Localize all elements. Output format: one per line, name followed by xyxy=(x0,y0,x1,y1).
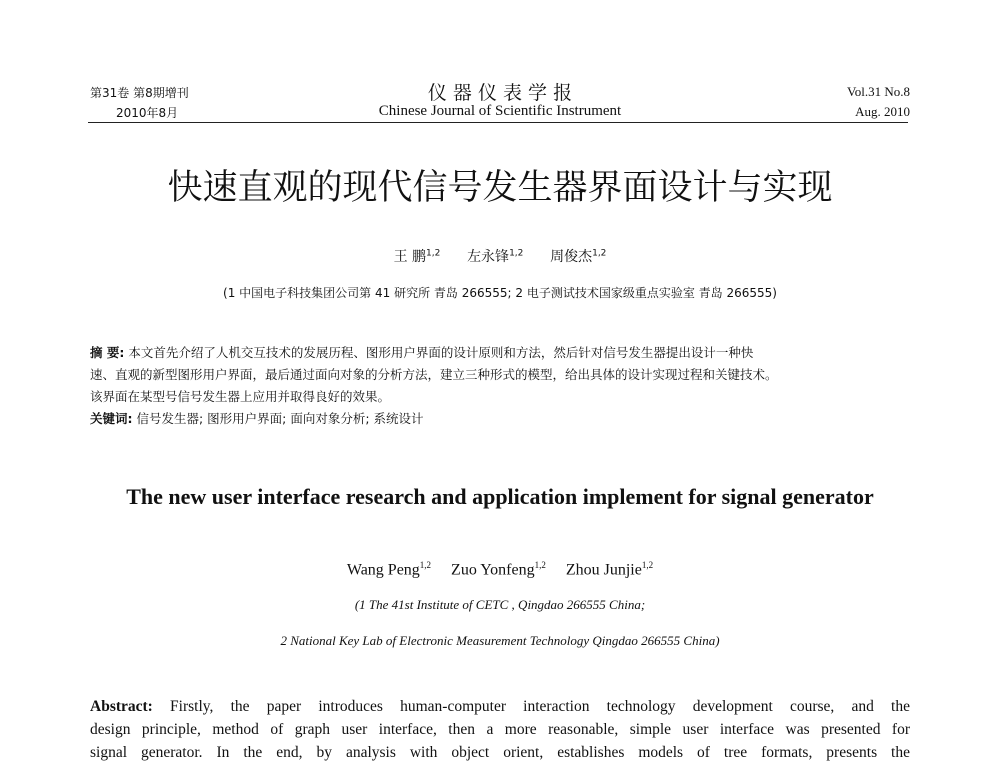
abstract-en xyxy=(90,695,910,764)
author-en: Zuo Yonfeng xyxy=(451,561,535,579)
journal-title-en: Chinese Journal of Scientific Instrument xyxy=(378,103,622,119)
author-cn: 王 鹏 xyxy=(393,249,427,265)
abstract-en-line: Firstly, the paper introduces human-computer interaction technology development course, and the xyxy=(170,698,910,715)
abstract-cn-line: 速、直观的新型图形用户界面，最后通过面向对象的分析方法，建立三种形式的模型，给出具体的设计实现过程和关键技术。 xyxy=(90,367,778,382)
paper-title-en: The new user interface research and application implement for signal generator xyxy=(126,484,874,509)
volume-issue: 第31卷 第8期增刊 xyxy=(90,86,189,100)
volume-number: Vol.31 No.8 xyxy=(847,84,910,99)
affiliation-cn: (1 中国电子科技集团公司第 41 研究所 青岛 266555; 2 电子测试技术国家级重点实验室 青岛 266555) xyxy=(223,286,777,300)
abstract-cn xyxy=(90,342,910,430)
author-sup: 1,2 xyxy=(509,248,524,259)
affiliation-en-1: (1 The 41st Institute of CETC , Qingdao 266555 China; xyxy=(354,597,646,612)
keywords-cn: 信号发生器; 图形用户界面; 面向对象分析; 系统设计 xyxy=(136,411,424,426)
authors-en xyxy=(0,560,1000,579)
authors-cn xyxy=(0,246,1000,266)
author-en: Wang Peng xyxy=(346,561,420,579)
author-cn: 周俊杰 xyxy=(550,249,593,265)
abstract-cn-line: 该界面在某型号信号发生器上应用并取得良好的效果。 xyxy=(90,389,391,404)
date-en: Aug. 2010 xyxy=(855,104,910,119)
journal-title-cn: 仪 器 仪 表 学 报 xyxy=(427,82,573,104)
author-cn: 左永锋 xyxy=(467,249,510,265)
abstract-en-line: signal generator. In the end, by analysis with object orient, establishes models of tree formats, presents the xyxy=(90,744,910,761)
author-sup: 1,2 xyxy=(592,248,607,259)
author-sup: 1,2 xyxy=(641,560,654,570)
author-sup: 1,2 xyxy=(426,248,441,259)
header-rule xyxy=(88,122,908,123)
abstract-cn-label: 摘 要: xyxy=(90,345,125,360)
author-sup: 1,2 xyxy=(419,560,432,570)
keywords-cn-label: 关键词: xyxy=(90,411,133,426)
abstract-en-label: Abstract: xyxy=(90,698,153,715)
abstract-cn-line: 本文首先介绍了人机交互技术的发展历程、图形用户界面的设计原则和方法，然后针对信号发生器提出设计一种快 xyxy=(128,345,754,360)
date-cn: 2010年8月 xyxy=(116,106,179,120)
author-en: Zhou Junjie xyxy=(565,561,642,579)
abstract-en-line: design principle, method of graph user interface, then a more reasonable, simple user interface was presented for xyxy=(90,721,910,738)
affiliation-en-2: 2 National Key Lab of Electronic Measurement Technology Qingdao 266555 China) xyxy=(280,633,720,648)
author-sup: 1,2 xyxy=(534,560,546,570)
paper-title-cn: 快速直观的现代信号发生器界面设计与实现 xyxy=(167,168,833,208)
